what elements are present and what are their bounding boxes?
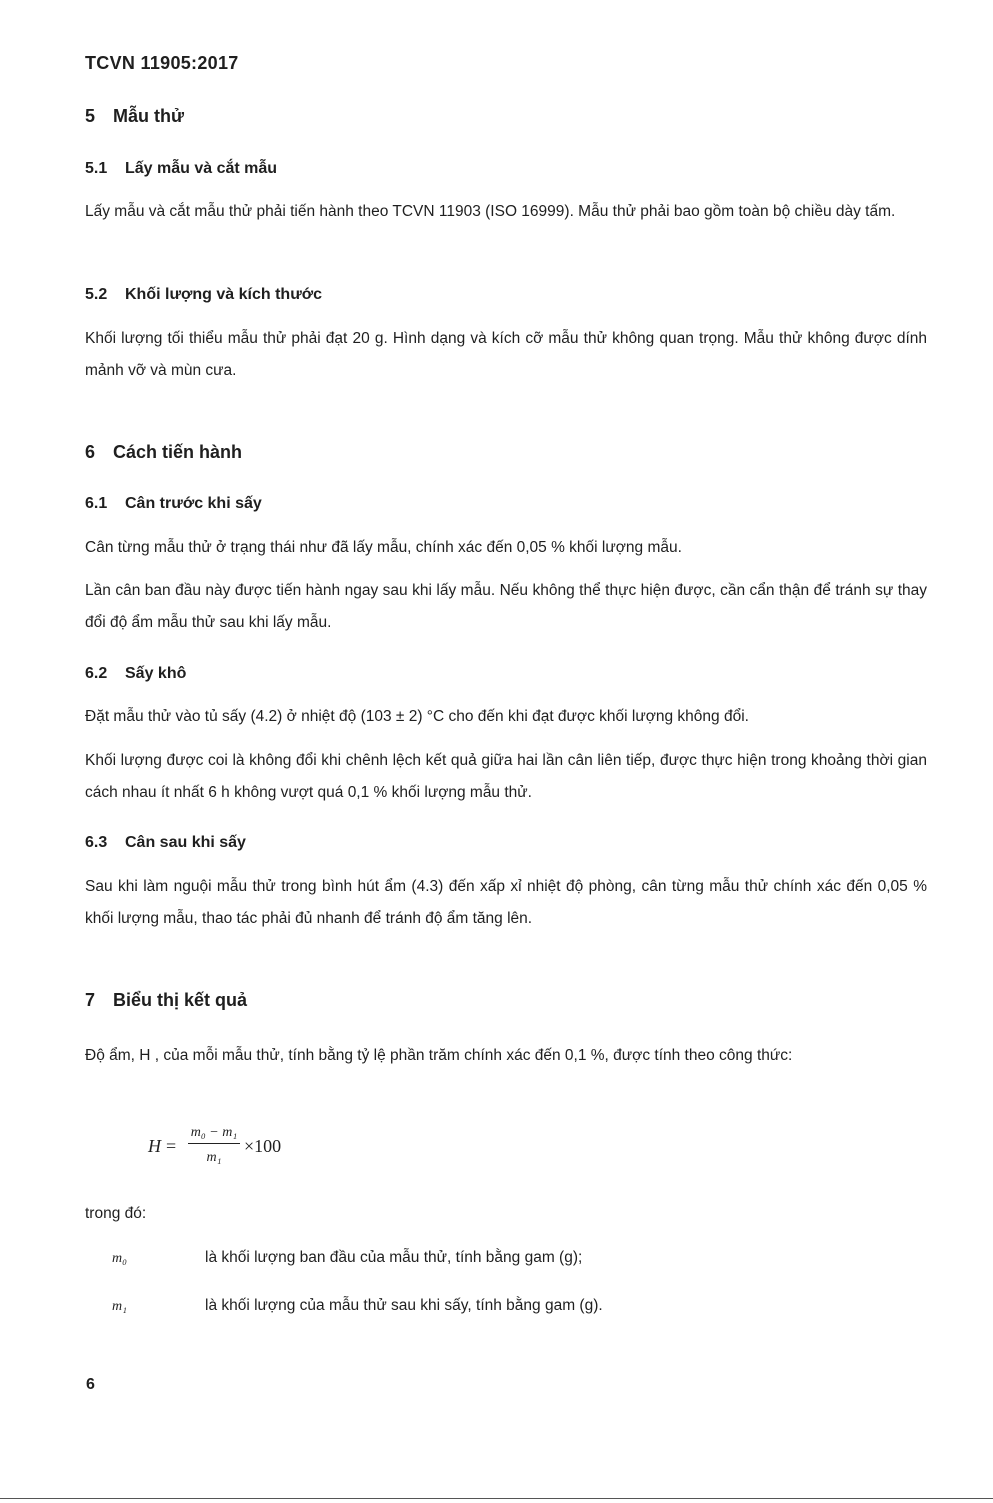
formula-denominator: m₁ [206, 1150, 222, 1165]
formula-fraction [188, 1125, 240, 1166]
section-5-2-heading [85, 286, 322, 304]
section-5-2-paragraph: Khối lượng tối thiểu mẫu thử phải đạt 20 g. Hình dạng và kích cỡ mẫu thử không quan trọng. Mẫu thử không được dính mảnh vỡ và mùn cưa. [85, 330, 927, 379]
section-6-2-paragraph-1: Đặt mẫu thử vào tủ sấy (4.2) ở nhiệt độ (103 ± 2) °C cho đến khi đạt được khối lượng không đổi. [85, 708, 749, 725]
page-number: 6 [86, 1376, 95, 1393]
subsection-title: Cân sau khi sấy [125, 834, 246, 851]
section-6-1-paragraph-2: Lần cân ban đầu này được tiến hành ngay sau khi lấy mẫu. Nếu không thể thực hiện được, cần cẩn thận để tránh sự thay đổi độ ẩm mẫu thử sau khi lấy mẫu. [85, 582, 927, 631]
section-5-1-paragraph: Lấy mẫu và cắt mẫu thử phải tiến hành theo TCVN 11903 (ISO 16999). Mẫu thử phải bao gồm toàn bộ chiều dày tấm. [85, 203, 896, 220]
section-title: Mẫu thử [113, 106, 185, 126]
section-6-3-paragraph: Sau khi làm nguội mẫu thử trong bình hút ẩm (4.3) đến xấp xỉ nhiệt độ phòng, cân từng mẫu thử chính xác đến 0,05 % khối lượng mẫu, thao tác phải đủ nhanh để tránh độ ẩm tăng lên. [85, 878, 927, 927]
section-number: 7 [85, 990, 96, 1010]
where-description: là khối lượng ban đầu của mẫu thử, tính bằng gam (g); [205, 1249, 583, 1266]
subsection-title: Cân trước khi sấy [125, 495, 262, 512]
subsection-number: 5.1 [85, 160, 108, 177]
formula-numerator: m₀ − m₁ [188, 1125, 240, 1144]
section-7-heading [85, 990, 247, 1011]
section-6-1-heading [85, 495, 262, 513]
section-7-intro-paragraph: Độ ẩm, H , của mỗi mẫu thử, tính bằng tỷ lệ phần trăm chính xác đến 0,1 %, được tính theo công thức: [85, 1047, 793, 1064]
subsection-number: 6.2 [85, 665, 108, 682]
where-row-m1 [112, 1297, 603, 1315]
where-description: là khối lượng của mẫu thử sau khi sấy, tính bằng gam (g). [205, 1297, 603, 1314]
section-6-2-heading [85, 665, 186, 683]
subsection-number: 5.2 [85, 286, 108, 303]
formula-equals: = [166, 1136, 177, 1156]
subsection-number: 6.3 [85, 834, 108, 851]
section-6-3-heading [85, 834, 246, 852]
where-symbol: m₀ [112, 1251, 127, 1266]
subsection-title: Sấy khô [125, 665, 187, 682]
section-6-2-paragraph-2: Khối lượng được coi là không đổi khi chênh lệch kết quả giữa hai lần cân liên tiếp, được thực hiện trong khoảng thời gian cách nhau ít nhất 6 h không vượt quá 0,1 % khối lượng mẫu thử. [85, 752, 927, 801]
subsection-number: 6.1 [85, 495, 108, 512]
standard-id-header: TCVN 11905:2017 [85, 53, 239, 73]
section-title: Cách tiến hành [113, 442, 243, 462]
formula-multiplier: ×100 [244, 1136, 282, 1156]
section-number: 5 [85, 106, 96, 126]
subsection-title: Khối lượng và kích thước [125, 286, 323, 303]
moisture-formula [148, 1125, 348, 1185]
where-symbol: m₁ [112, 1299, 127, 1314]
section-6-1-paragraph-1: Cân từng mẫu thử ở trạng thái như đã lấy mẫu, chính xác đến 0,05 % khối lượng mẫu. [85, 539, 682, 556]
where-row-m0 [112, 1249, 583, 1267]
section-5-1-heading [85, 160, 277, 178]
section-title: Biểu thị kết quả [113, 990, 248, 1010]
where-label: trong đó: [85, 1205, 147, 1222]
page-bottom-border [0, 1498, 993, 1499]
section-6-heading [85, 442, 242, 463]
formula-lhs: H [148, 1136, 161, 1156]
subsection-title: Lấy mẫu và cắt mẫu [125, 160, 278, 177]
section-number: 6 [85, 442, 96, 462]
section-5-heading [85, 106, 184, 127]
